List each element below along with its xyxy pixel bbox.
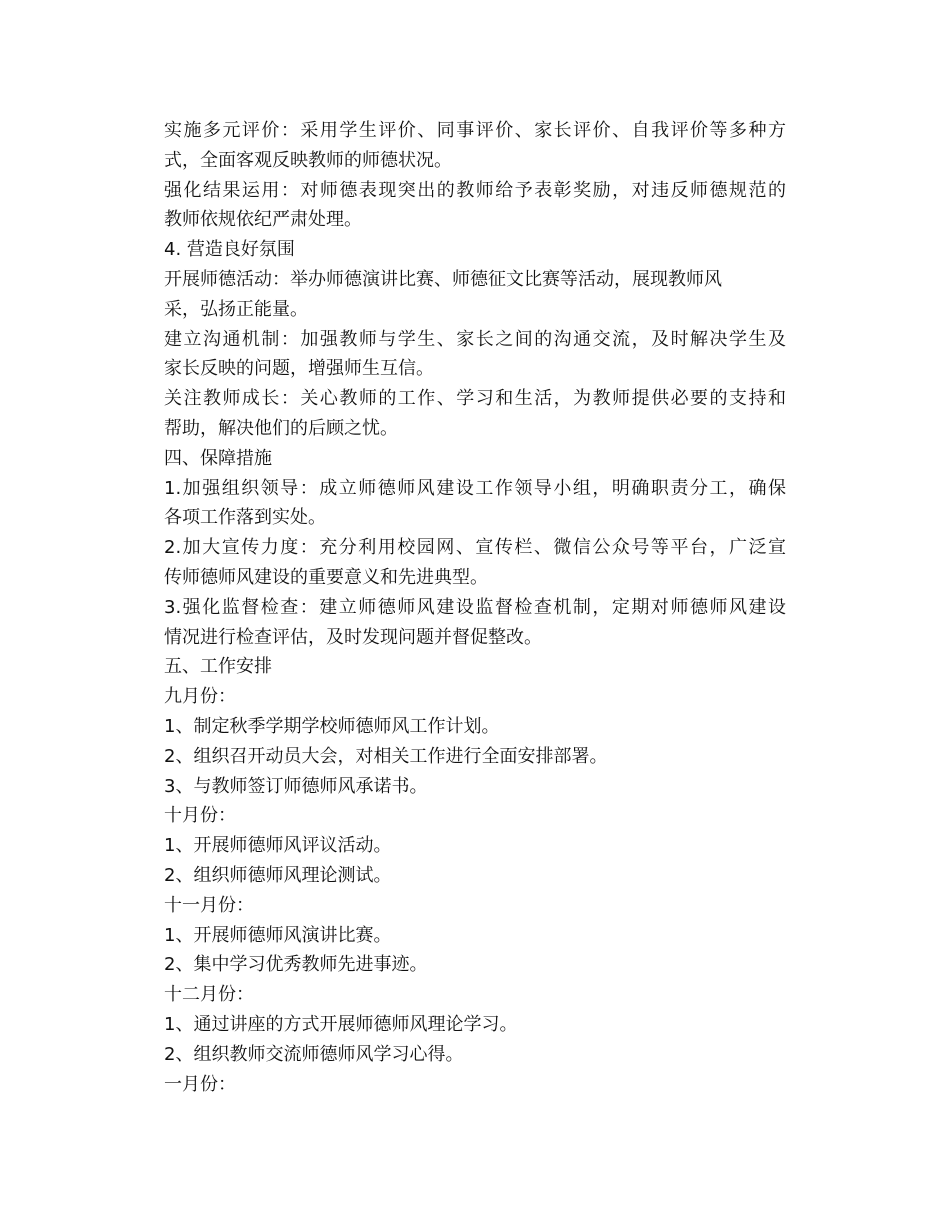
text-line: 3.强化监督检查：建立师德师风建设监督检查机制，定期对师德师风建设 <box>164 596 786 618</box>
text-line: 建立沟通机制：加强教师与学生、家长之间的沟通交流，及时解决学生及 <box>164 328 786 350</box>
text-line: 强化结果运用：对师德表现突出的教师给予表彰奖励，对违反师德规范的 <box>164 179 786 201</box>
month-heading: 一月份： <box>164 1073 236 1095</box>
section-heading: 4. 营造良好氛围 <box>164 239 295 261</box>
text-line: 传师德师风建设的重要意义和先进典型。 <box>164 566 488 588</box>
list-item: 2、组织教师交流师德师风学习心得。 <box>164 1043 464 1065</box>
list-item: 1、开展师德师风评议活动。 <box>164 835 392 857</box>
text-line: 各项工作落到实处。 <box>164 507 326 529</box>
list-item: 1、通过讲座的方式开展师德师风理论学习。 <box>164 1013 518 1035</box>
text-line: 式，全面客观反映教师的师德状况。 <box>164 149 452 171</box>
list-item: 3、与教师签订师德师风承诺书。 <box>164 775 428 797</box>
text-line: 采，弘扬正能量。 <box>164 298 308 320</box>
text-line: 教师依规依纪严肃处理。 <box>164 209 362 231</box>
document-body <box>164 116 786 1099</box>
month-heading: 十一月份： <box>164 894 254 916</box>
list-item: 1、开展师德师风演讲比赛。 <box>164 924 392 946</box>
text-line: 帮助，解决他们的后顾之忧。 <box>164 417 398 439</box>
month-heading: 十二月份： <box>164 984 254 1006</box>
section-heading: 四、保障措施 <box>164 447 272 469</box>
month-heading: 十月份： <box>164 805 236 827</box>
month-heading: 九月份： <box>164 686 236 708</box>
text-line: 关注教师成长：关心教师的工作、学习和生活，为教师提供必要的支持和 <box>164 388 786 410</box>
list-item: 1、制定秋季学期学校师德师风工作计划。 <box>164 715 500 737</box>
text-line: 开展师德活动：举办师德演讲比赛、师德征文比赛等活动，展现教师风 <box>164 268 722 290</box>
list-item: 2、组织师德师风理论测试。 <box>164 864 392 886</box>
list-item: 2、集中学习优秀教师先进事迹。 <box>164 954 428 976</box>
text-line: 情况进行检查评估，及时发现问题并督促整改。 <box>164 626 542 648</box>
text-line: 实施多元评价：采用学生评价、同事评价、家长评价、自我评价等多种方 <box>164 120 786 141</box>
section-heading: 五、工作安排 <box>164 656 272 678</box>
text-line: 2.加大宣传力度：充分利用校园网、宣传栏、微信公众号等平台，广泛宣 <box>164 537 786 559</box>
text-line: 1.加强组织领导：成立师德师风建设工作领导小组，明确职责分工，确保 <box>164 477 786 499</box>
list-item: 2、组织召开动员大会，对相关工作进行全面安排部署。 <box>164 745 608 767</box>
text-line: 家长反映的问题，增强师生互信。 <box>164 358 434 380</box>
